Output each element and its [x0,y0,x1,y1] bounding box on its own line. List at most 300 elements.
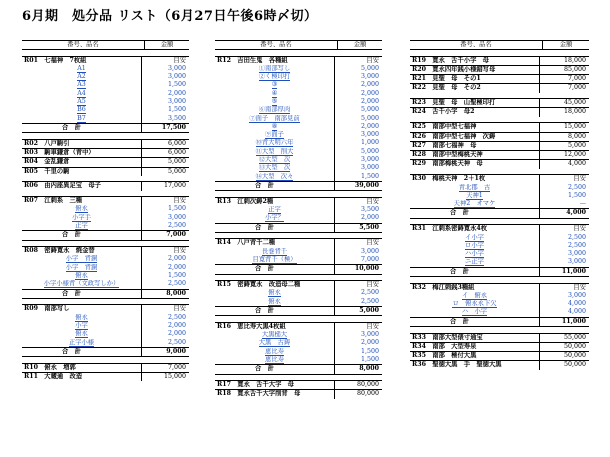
sub-item-row [215,339,382,347]
sub-item-row [22,98,189,106]
total-row [215,264,382,274]
item-name [22,272,141,280]
item-name: R04 金乱鎌倉 [24,158,70,166]
sub-item-row [215,115,382,123]
item-name: 合 計 [255,181,274,189]
item-price: 2,000 [141,264,189,272]
total-row [215,364,382,374]
item-name [215,289,334,297]
table-header [22,40,189,50]
item-name: 合 計 [450,267,469,275]
item-name-text: 正字小様 [68,338,95,346]
item-price: 2,000 [141,330,189,338]
item-name-text: 恵比寿 [265,356,284,363]
sub-item-row [22,73,189,81]
item-price: 5,000 [141,168,189,176]
item-name-text: 俯永 [75,330,88,338]
item-name [22,106,141,114]
item-name: R20 寛永四年銭小様錯写母 [412,65,496,73]
item-name-text: 目寛背千（極） [252,256,297,264]
item-price: 80,000 [334,381,382,389]
item-price: 5,000 [334,65,382,73]
item-price: 6,000 [141,140,189,148]
item-price: 5,000 [334,148,382,156]
sub-item-row [22,330,189,338]
item-name-text: 恵比寿 [265,347,284,355]
sub-item-row [215,206,382,214]
lot-row [22,139,189,148]
item-name-text: 小字手 [72,213,91,221]
item-name: R15 密鋳寛永 改造母二種 [217,281,301,289]
item-name: R10 俯永 増郭 [24,363,76,371]
item-name: 合 計 [62,123,81,131]
item-name [410,192,539,200]
item-price: 7,000 [539,84,589,92]
sub-item-row [22,106,189,114]
item-price: 2,500 [141,339,189,347]
total-row [215,181,382,191]
item-price: 3,500 [141,115,189,123]
sub-item-row [215,98,382,106]
item-price: 3,000 [334,73,382,81]
item-name-text: ⑫大型 次 [258,156,291,164]
item-name [215,298,334,306]
sub-item-row [410,308,589,316]
sub-item-row [215,139,382,147]
sub-item-row [215,289,382,297]
lot-row [22,167,189,176]
item-price: 17,000 [141,182,189,190]
item-name [215,106,334,114]
sub-item-row [22,280,189,288]
item-price: 80,000 [334,390,382,398]
lot-row [22,157,189,166]
item-price: 3,000 [539,258,589,266]
item-price: 3,500 [334,206,382,214]
item-price: 7,000 [141,364,189,372]
item-price: 50,000 [539,343,589,351]
item-name: 合 計 [255,223,274,231]
sub-item-row [410,292,589,300]
lot-row [410,342,589,351]
item-name-text: ⑥南部厚肉 [258,106,291,114]
item-price: 5,000 [539,142,589,150]
lot-row [215,197,382,206]
lot-row [410,122,589,131]
item-name-text: A1 [77,64,86,72]
lot-row [410,351,589,360]
item-name-text: 小字小様背（文政写しか） [43,280,120,288]
item-name-text: 長巻背千 [261,247,288,255]
item-name-text: 小字 [75,322,88,330]
sub-item-row [410,242,589,250]
item-name-text: 小字 背銅 [65,263,98,271]
item-price: 39,000 [334,182,382,190]
item-price: 18,000 [539,57,589,65]
item-price: 目安 [334,323,382,331]
item-price: 1,500 [334,348,382,356]
lot-row [410,56,589,65]
item-price: 11,000 [539,268,589,276]
item-price: 4,000 [539,160,589,168]
item-name [22,339,141,347]
item-name [410,234,539,242]
item-price: 2,500 [539,234,589,242]
item-name [215,139,334,147]
sub-item-row [215,65,382,73]
sub-item-row [215,164,382,172]
list-column-2 [215,40,382,399]
sub-item-row [22,322,189,330]
item-price: 1,500 [539,192,589,200]
lot-row [215,322,382,331]
lot-row [22,372,189,381]
lot-row [410,74,589,83]
lot-row [410,98,589,107]
sub-item-row [410,192,589,200]
sub-item-row [410,250,589,258]
item-price: 3,000 [334,156,382,164]
sub-item-row [410,258,589,266]
item-name: R22 見聖 母 その2 [412,84,481,92]
item-name: R14 八戸背千二種 [217,239,276,247]
item-name: R06 由内座異足宝 母子 [24,182,101,190]
item-price: 45,000 [539,99,589,107]
item-price: 2,500 [141,222,189,230]
item-name-text: ⑪大型 削大 [255,147,294,155]
item-name [22,90,141,98]
table-header [215,40,382,50]
sub-item-row [215,331,382,339]
item-price: 7,000 [539,75,589,83]
item-name-text: ⑭大型 次々 [255,172,294,180]
sub-item-row [22,272,189,280]
item-price: 1,500 [141,81,189,89]
sub-item-row [215,348,382,356]
item-price: 3,000 [334,248,382,256]
item-name-text: 俯永 [75,272,88,280]
item-name: R07 江刺系 三種 [24,197,83,205]
item-name: R16 恵比寿大黒4枚組 [217,322,286,330]
lot-row [22,363,189,372]
item-price: 5,000 [334,106,382,114]
item-name: R28 南部中型梅桃天神 [412,151,483,159]
item-price: 2,000 [141,255,189,263]
item-price: 4,000 [539,209,589,217]
item-name [215,115,334,123]
total-row [22,230,189,240]
item-name: R01 七福神 7枚組 [24,56,87,64]
item-name [410,250,539,258]
total-row [410,317,589,327]
item-name [215,331,334,339]
item-name: 合 計 [62,347,81,355]
header-price: 金額 [144,41,189,49]
item-name: 合 計 [255,365,274,373]
page-title: 6月期 処分品 リスト（6月27日午後6時〆切） [22,9,318,24]
sub-item-row [410,184,589,192]
sub-item-row [215,90,382,98]
item-name-text: ①南部写し [258,64,291,72]
item-name: R29 南部梅桃天神 母 [412,160,483,168]
item-price: 50,000 [539,361,589,369]
item-name [22,322,141,330]
item-name-text: 大黒槌大 [261,331,288,339]
item-price: 目安 [539,225,589,233]
item-price: 8,000 [141,290,189,298]
item-price: 10,000 [334,265,382,273]
item-name-text: B7 [77,114,86,122]
sub-item-row [215,248,382,256]
lot-row [410,174,589,183]
item-price: 目安 [334,57,382,65]
lot-row [215,56,382,65]
item-price: 7,000 [334,256,382,264]
item-price: 18,000 [539,108,589,116]
item-price: 9,000 [141,348,189,356]
item-name-text: ③ [271,81,278,89]
header-name: 番号、品名 [67,41,99,48]
item-price: 3,000 [141,214,189,222]
item-price: 4,000 [539,300,589,308]
item-name [215,131,334,139]
item-name [410,242,539,250]
item-name [215,164,334,172]
item-name: 合 計 [255,307,274,315]
item-name-text: ロ 俯永永下欠 [452,300,497,308]
item-name [22,314,141,322]
lot-row [22,304,189,313]
item-name-text: ⑤ [271,97,278,105]
item-name-text: 小字？ [265,214,284,222]
sub-item-row [22,81,189,89]
item-price: 5,000 [141,158,189,166]
item-price: 目安 [539,175,589,183]
item-price: 7,000 [141,231,189,239]
sub-item-row [215,73,382,81]
header-price: 金額 [337,41,382,49]
item-name-text: ⑩背大明六年 [255,139,294,147]
sub-item-row [215,298,382,306]
item-name-text: A2 [77,73,86,81]
item-price: 目安 [334,198,382,206]
item-price: 2,000 [334,214,382,222]
lot-row [410,150,589,159]
item-name-text: イ小字 [465,233,484,241]
item-name: R25 南部中型七福神 [412,123,477,131]
lot-row [215,280,382,289]
item-name [215,73,334,81]
item-price: 2,500 [141,314,189,322]
item-price: 2,500 [539,242,589,250]
item-name-text: ニ正字 [465,258,484,266]
item-price: 55,000 [539,334,589,342]
item-name-text: 天神2 オマケ [453,200,496,208]
item-name [410,300,539,308]
item-price: 85,000 [539,66,589,74]
item-name: R23 見聖 母 山聖極印打 [412,99,496,107]
item-name [22,280,141,288]
sub-item-row [215,156,382,164]
item-price: 3,000 [334,331,382,339]
lot-row [215,238,382,247]
item-price: 8,000 [334,365,382,373]
item-price: 1,000 [334,139,382,147]
item-name [410,292,539,300]
item-name: R24 舌千小字 母2 [412,108,475,116]
item-price: 2,500 [334,289,382,297]
lot-row [22,56,189,65]
item-name [215,214,334,222]
item-price: 2,000 [141,90,189,98]
total-row [22,289,189,299]
item-name: R33 南部大型俵寸通宝 [412,333,483,341]
item-price: 目安 [334,281,382,289]
item-price: 3,000 [539,292,589,300]
sub-item-row [215,81,382,89]
item-price: 目安 [334,239,382,247]
item-name [22,264,141,272]
item-name: R05 千里の駒 [24,167,70,175]
item-name: R27 南部七福神 母 [412,141,477,149]
lot-row [410,132,589,141]
item-price: 5,000 [334,307,382,315]
item-price: 3,000 [334,131,382,139]
item-name [215,256,334,264]
sub-item-row [22,255,189,263]
sub-item-row [22,205,189,213]
item-name: R31 江刺系密鋳寛永4枚 [412,225,488,233]
item-price: 2,000 [334,90,382,98]
item-price: 15,000 [141,373,189,381]
item-name [22,222,141,230]
item-name-text: 小字 背銅 [65,255,98,263]
table-header [410,40,589,50]
item-name-text: ④ [271,89,278,97]
item-name-text: 正字 [75,222,88,230]
item-name-text: A3 [77,81,86,89]
lot-row [22,196,189,205]
item-name [22,255,141,263]
item-name-text: ハ小字 [465,250,484,258]
total-row [22,347,189,357]
item-name-text: 俯永 [268,289,281,297]
item-price: 12,000 [539,151,589,159]
item-name-text: 正字 [268,206,281,214]
sub-item-row [215,173,382,181]
lot-row [410,333,589,342]
list-column-3 [410,40,589,370]
item-name-text: A5 [77,97,86,105]
item-name [215,65,334,73]
item-name: R35 南部 極付大黒 [412,352,477,360]
item-name [22,205,141,213]
item-price: 3,000 [141,73,189,81]
item-name-text: ②く極印打 [258,73,291,81]
sub-item-row [22,339,189,347]
item-name [22,214,141,222]
sub-item-row [215,214,382,222]
item-price: 1,500 [141,205,189,213]
item-name: 合 計 [255,265,274,273]
sub-item-row [215,148,382,156]
lot-row [410,141,589,150]
total-row [410,267,589,277]
item-name [215,148,334,156]
item-name: R30 梅桃天神 2＋1枚 [412,175,486,183]
item-price: 3,000 [141,98,189,106]
item-name: R32 梅江刺銭3種組 [412,283,475,291]
item-name: 合 計 [450,317,469,325]
item-price: 2,000 [334,98,382,106]
item-name: R09 南部写し [24,305,70,313]
item-price: 1,500 [141,272,189,280]
item-name: R26 南部中型七福神 次鋳 [412,132,496,140]
item-price: 3,000 [141,65,189,73]
item-price: 目安 [141,247,189,255]
sub-item-row [215,123,382,131]
item-name [22,115,141,123]
lot-row [410,65,589,74]
item-price: 目安 [141,57,189,65]
item-name-text: ⑬大型 次 [258,164,291,172]
item-name-text: B6 [77,106,86,114]
item-price: 1,500 [334,356,382,364]
item-name-text: 天神1 [466,191,483,199]
item-name [215,90,334,98]
item-name [215,356,334,364]
item-name [410,258,539,266]
item-price: 目安 [141,197,189,205]
item-name: R36 聖徳大黒 手 聖徳大黒 [412,361,502,369]
item-name-text: 俯永 [268,297,281,305]
total-row [22,123,189,133]
item-name: R19 寛永 舌千小字 母 [412,56,489,64]
item-name [410,200,539,208]
item-price: 目安 [141,305,189,313]
item-name-text: イ 俯永 [461,291,488,299]
item-price: 2,000 [141,322,189,330]
item-name-text: 大黒 古鋳 [258,339,291,347]
total-row [410,208,589,218]
item-name [22,330,141,338]
list-column-1 [22,40,189,381]
item-name [410,308,539,316]
item-price: 2,000 [334,81,382,89]
item-name [215,173,334,181]
header-name: 番号、品名 [460,41,492,48]
sub-item-row [410,200,589,208]
item-name-text: 俯永 [75,205,88,213]
item-name [22,98,141,106]
item-name [215,248,334,256]
item-price: 11,000 [539,318,589,326]
lot-row [410,83,589,92]
item-price: 50,000 [539,352,589,360]
total-row [215,223,382,233]
sub-item-row [22,90,189,98]
item-name: 合 計 [62,289,81,297]
item-price: 3,000 [539,250,589,258]
sub-item-row [215,106,382,114]
item-price: 2,500 [141,280,189,288]
item-price: — [539,200,589,208]
sub-item-row [22,214,189,222]
lot-row [410,159,589,168]
header-name: 番号、品名 [260,41,292,48]
sub-item-row [215,356,382,364]
item-name: R34 南部 大型寿泉 [412,342,477,350]
